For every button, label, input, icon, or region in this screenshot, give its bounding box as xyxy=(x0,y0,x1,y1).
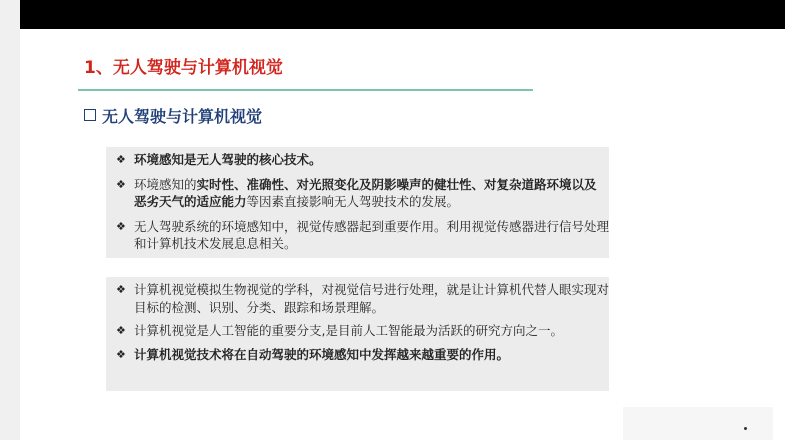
slide-title: 1、无人驾驶与计算机视觉 xyxy=(84,58,283,78)
bullet-item xyxy=(106,346,609,364)
content-panel-2 xyxy=(106,277,609,391)
footer-area xyxy=(623,407,773,440)
diamond-bullet-icon: ❖ xyxy=(116,153,126,166)
diamond-bullet-icon: ❖ xyxy=(116,324,126,337)
bullet-text: 计算机视觉模拟生物视觉的学科，对视觉信号进行处理，就是让计算机代替人眼实现对目标的检测、识别、分类、跟踪和场景理解。 xyxy=(134,282,610,315)
bullet-item xyxy=(106,281,609,316)
bullet-text: 计算机视觉是人工智能的重要分支,是目前人工智能最为活跃的研究方向之一。 xyxy=(134,323,563,338)
bullet-text: 计算机视觉技术将在自动驾驶的环境感知中发挥越来越重要的作用。 xyxy=(134,346,510,362)
bullet-item xyxy=(106,322,609,340)
bullet-item xyxy=(106,176,609,211)
bullet-text: 环境感知是无人驾驶的核心技术。 xyxy=(134,152,322,167)
diamond-bullet-icon: ❖ xyxy=(116,283,126,296)
content-panel-1 xyxy=(106,147,609,258)
bullet-item xyxy=(106,151,609,169)
slide xyxy=(20,29,785,440)
bullet-text: 无人驾驶系统的环境感知中，视觉传感器起到重要作用。利用视觉传感器进行信号处理和计算机技术发展息息相关。 xyxy=(134,218,610,251)
section-heading-text: 无人驾驶与计算机视觉 xyxy=(102,107,263,126)
section-heading xyxy=(84,104,262,127)
diamond-bullet-icon: ❖ xyxy=(116,347,126,361)
diamond-bullet-icon: ❖ xyxy=(116,177,126,191)
bullet-item xyxy=(106,218,609,253)
checkbox-bullet-icon xyxy=(84,109,96,121)
bullet-text-bold: 实时性、准确性、对光照变化及阴影噪声的健壮性、对复杂道路环境以及恶劣天气的适应能力 xyxy=(134,176,597,209)
title-underline xyxy=(78,89,533,91)
bullet-text-prefix: 环境感知的 xyxy=(134,176,197,192)
diamond-bullet-icon: ❖ xyxy=(116,219,126,233)
top-black-bar xyxy=(20,0,785,29)
bullet-text-suffix: 等因素直接影响无人驾驶技术的发展。 xyxy=(246,194,460,209)
page-marker-dot xyxy=(744,427,747,430)
